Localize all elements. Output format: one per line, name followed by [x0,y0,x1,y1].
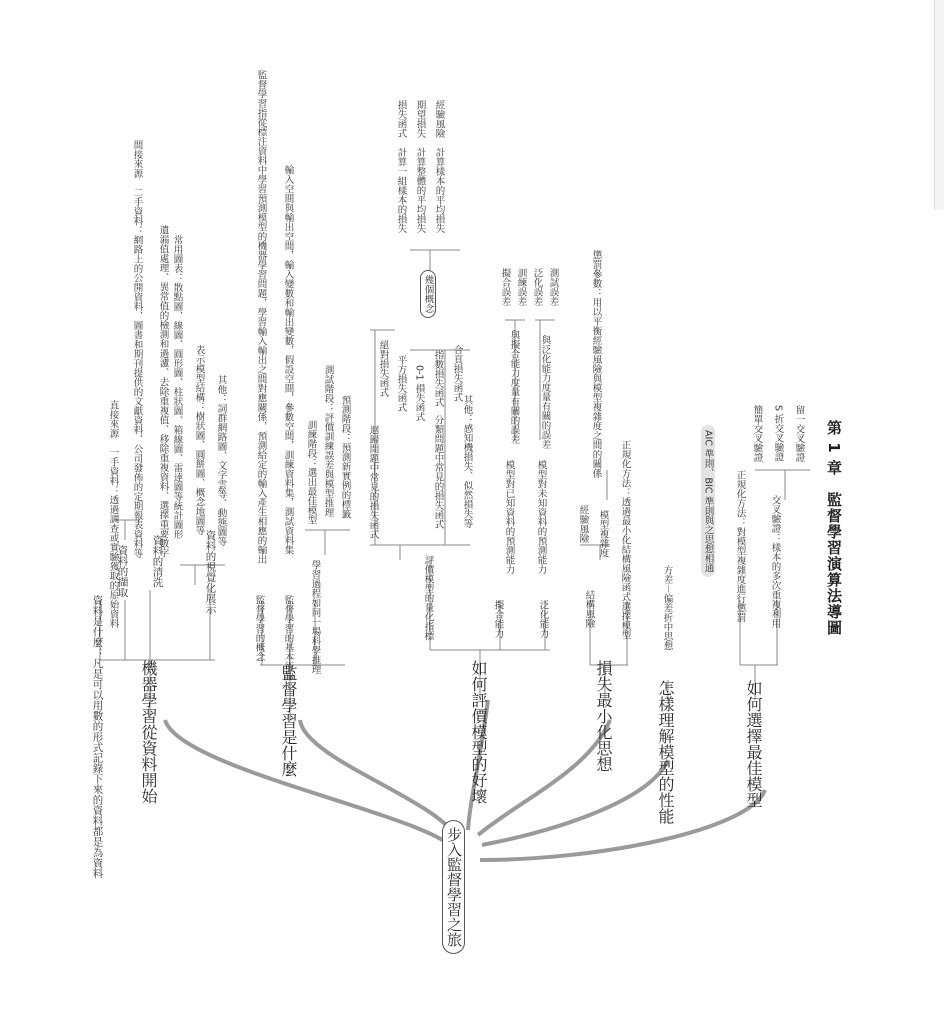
stem-b2-process [305,530,350,555]
connector-root-b4 [478,720,610,835]
node-bias-variance[interactable]: 方差－偏差折中思想 [661,565,673,651]
leaf-sl-concept-text[interactable]: 監督學習指從標注資料中學習預測模型的機器學習問題，學習輸入輸出之間對應關係，預測給定的輸入產生相應的輸出 [255,70,267,564]
node-data-clean[interactable]: 資料的清洗 [151,535,164,588]
leaf-simple-cv[interactable]: 簡單交叉驗證 [751,405,763,462]
node-regression-loss[interactable]: 迴歸問題中常見的損失函式 [367,425,379,539]
leaf-test-error[interactable]: 測試誤差 [547,268,559,306]
node-classification-loss[interactable]: 分類問題中常見的損失函式 [432,415,444,529]
branch-data-start[interactable]: 機器學習從資料開始 [139,660,158,804]
branch-supervised-what[interactable]: 監督學習是什麼 [279,665,298,777]
branch-model-performance[interactable]: 怎樣理解模型的性能 [656,680,675,824]
stem-b1-visual [180,565,225,585]
leaf-clean-ops[interactable]: 遺漏值處理、異常值的檢測和過濾、去除重複值、移除重複資料、選擇重要數字 [157,225,169,558]
leaf-fit-error[interactable]: 與擬合能力度量有關的誤差 [508,330,520,444]
stem-b2 [260,665,345,720]
branch-select-model[interactable]: 如何選擇最佳模型 [744,680,763,808]
node-generalize-ability[interactable]: 泛化能力 [537,600,549,638]
branch-evaluate-model[interactable]: 如何評價模型的好壞 [469,660,488,804]
leaf-generalize-unknown[interactable]: 模型對未知資料的預測能力 [535,460,547,574]
node-cross-validation[interactable]: 交叉驗證：樣本的多次重複利用 [769,495,781,628]
leaf-predict-stage[interactable]: 預測階段：預測新實例的標籤 [339,395,351,519]
connector-root-b2 [300,720,458,840]
leaf-01-loss[interactable]: 0-1 損失函式 [413,365,425,422]
figure-caption: 第 1 章 監督學習演算法導圖 [825,420,843,636]
leaf-generalization-error[interactable]: 泛化誤差 [531,268,543,306]
connector-root-b5 [482,760,668,845]
leaf-common-charts[interactable]: 常用圖表：散點圖、線圖、圓形圖、柱狀圖、箱線圖、雷達圖等統計圖形 [171,235,183,539]
leaf-aic-bic[interactable]: AIC 準則、BIC 準則與之思想相通 [701,425,715,577]
leaf-sl-terms-text[interactable]: 輸入空間與輸出空間，輸入變數和輸出變數，假設空間，參數空間，訓練資料集，測試資料集 [282,165,294,555]
leaf-test-stage[interactable]: 測試階段：評價訓練誤差與模型推理 [322,365,334,517]
leaf-exp-loss[interactable]: 指數損失函式 [432,350,444,407]
node-structural-risk[interactable]: 結構風險 [583,590,595,628]
node-data-visual[interactable]: 資料的視覺化展示 [204,530,217,614]
leaf-s-fold-cv[interactable]: S 折交叉驗證 [772,405,784,462]
leaf-fit-known[interactable]: 模型對已知資料的預測能力 [503,460,515,574]
leaf-expected-loss[interactable]: 期望損失 計算整體的平均損失 [414,100,426,233]
leaf-fitting-error[interactable]: 擬合誤差 [499,268,511,306]
node-data-definition[interactable]: 資料是什麼：凡是可以用數的形式記錄下來的資料都是為資料 [91,595,104,879]
node-regularization-b4[interactable]: 正規化方法：透過最小化結構風險函式選擇模型 [619,440,631,640]
leaf-indirect-source[interactable]: 間接來源 二手資料：網路上的公開資料、圖書和期刊提供的文獻資料、公司發佈的定期報表資料等 [131,140,143,558]
node-other-loss[interactable]: 其他：感知機損失、似然損失等 [461,395,473,528]
branch-loss-minimize[interactable]: 損失最小化思想 [594,660,613,772]
leaf-generalize-error[interactable]: 與泛化能力度量有關的誤差 [539,335,551,449]
leaf-loss-function[interactable]: 損失函式 計算一組樣本的損失 [395,100,407,233]
stem-b3 [430,650,550,700]
leaf-model-complexity[interactable]: 模型複雜度 [597,510,609,558]
node-regularization-b6[interactable]: 正規化方法：對模型複雜度進行懲罰 [734,470,746,622]
node-concepts[interactable]: 幾個概念 [420,270,436,318]
leaf-loo-cv[interactable]: 留一交叉驗證 [793,405,805,462]
leaf-hinge-loss[interactable]: 合頁損失函式 [451,345,463,402]
leaf-model-structure[interactable]: 表示模型結構：樹狀圖、圓餅圖、概念地圖等 [193,345,205,535]
stems-b3-children [430,560,545,650]
node-fit-ability[interactable]: 擬合能力 [492,600,504,638]
leaf-empirical-risk[interactable]: 經驗風險 計算樣本的平均損失 [433,100,445,233]
root-node[interactable]: 步入監督學習之旅 [442,820,465,954]
node-metrics[interactable]: 評價模型的量化指標 [422,555,434,641]
leaf-absolute-loss[interactable]: 絕對損失函式 [377,340,389,397]
stem-b6-crossval [755,470,810,500]
leaf-direct-source[interactable]: 直接來源 一手資料：透過調查或實驗獲取的原始資料 [107,400,119,628]
node-penalty-param[interactable]: 懲罰參數：用以平衡經驗風險與模型複雜度之間的關係 [590,250,602,478]
node-sl-terms[interactable]: 監督學習的基本術語 [282,595,294,681]
node-sl-process[interactable]: 學習過程如同一場科學推理 [309,560,321,674]
leaf-training-error[interactable]: 訓練誤差 [515,268,527,306]
leaf-empirical-risk-b4[interactable]: 經驗風險 [577,505,589,543]
leaf-squared-loss[interactable]: 平方損失函式 [395,355,407,412]
stem-b3-metrics [370,545,470,560]
node-data-acquire[interactable]: 資料的擷取 [116,545,129,598]
node-sl-concept[interactable]: 監督學習的概念 [253,595,265,662]
leaf-other-charts[interactable]: 其他：詞群網路圖、文字雲等、動態圖等 [215,375,227,546]
leaf-train-stage[interactable]: 訓練階段：選出最佳模型 [305,420,317,525]
